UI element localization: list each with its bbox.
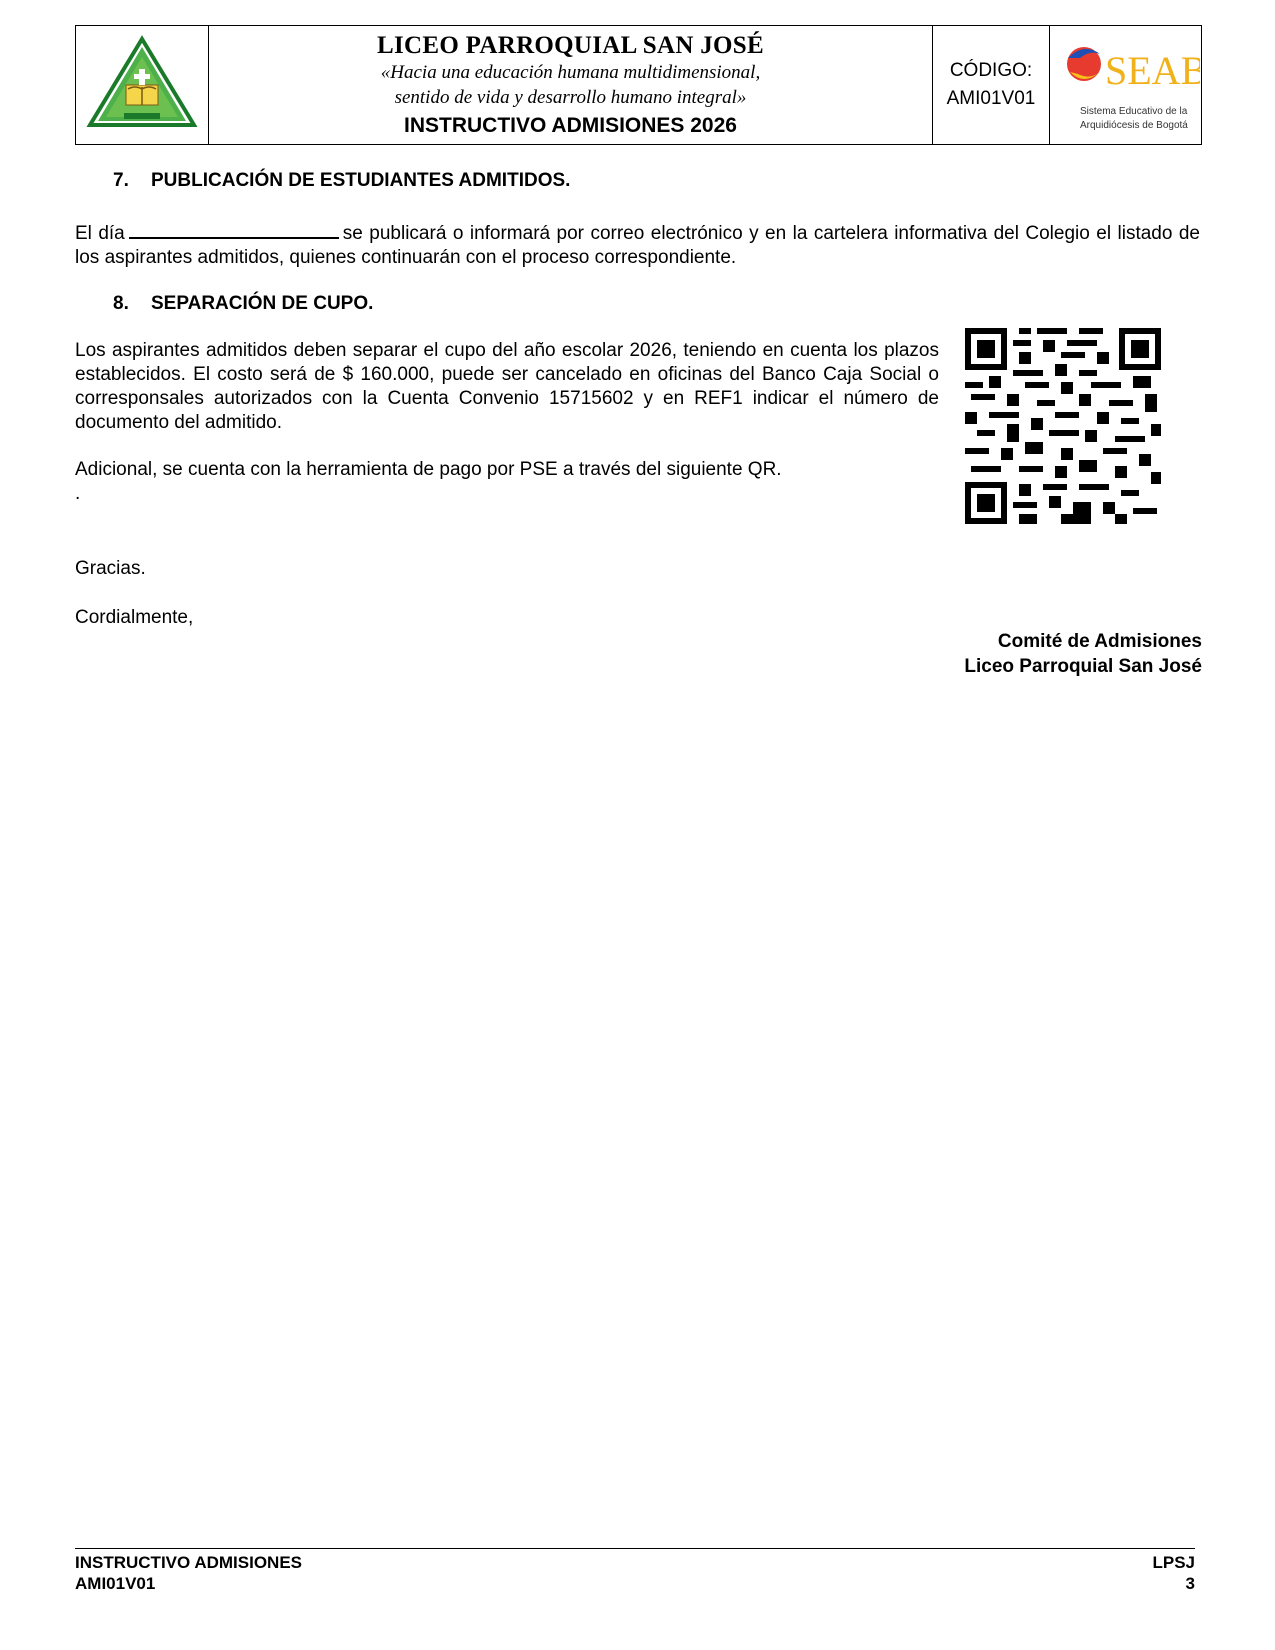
signature-line-2: Liceo Parroquial San José — [964, 656, 1202, 677]
seab-logo-icon — [1050, 28, 1200, 138]
footer-doc-code: AMI01V01 — [75, 1574, 156, 1593]
dot-line: . — [75, 483, 81, 504]
footer-page-number: 3 — [1185, 1574, 1195, 1593]
section-7-paragraph — [75, 219, 1200, 270]
section-7-text-start: El día — [75, 223, 125, 244]
code-cell — [933, 26, 1050, 145]
section-7-number: 7. — [113, 170, 129, 191]
code-label: CÓDIGO: — [949, 60, 1033, 81]
qr-code-icon — [965, 328, 1161, 524]
section-7-heading — [113, 170, 570, 192]
footer-doc-name: INSTRUCTIVO ADMISIONES — [75, 1553, 302, 1572]
section-7-text-end: se publicará o informará por correo electrónico y en la cartelera informativa del Colegio el listado de los aspirantes admitidos, quienes continuarán con el proceso correspondiente. — [75, 223, 1200, 268]
footer-institution: LPSJ — [1152, 1553, 1195, 1572]
header-title-cell — [209, 26, 933, 145]
date-blank-line — [129, 219, 339, 239]
code-value: AMI01V01 — [946, 88, 1036, 109]
school-name: LICEO PARROQUIAL SAN JOSÉ — [377, 31, 764, 59]
signature-line-1: Comité de Admisiones — [997, 631, 1202, 652]
triangle-book-crest-icon — [86, 35, 198, 131]
section-8-paragraph: Los aspirantes admitidos deben separar el cupo del año escolar 2026, teniendo en cuenta los plazos establecidos. El costo será de $ 160.000, puede ser cancelado en oficinas del Banco Caja Social o corresponsales autorizados con la Cuenta Convenio 15715602 y en REF1 indicar el número de documento del admitido. — [75, 340, 939, 433]
section-8-number: 8. — [113, 293, 129, 314]
section-8-title: SEPARACIÓN DE CUPO. — [151, 293, 374, 314]
document-title: INSTRUCTIVO ADMISIONES 2026 — [404, 113, 737, 137]
regards-line: Cordialmente, — [75, 607, 194, 628]
seab-caption-line-2: Arquidiócesis de Bogotá — [1080, 119, 1188, 131]
pse-line: Adicional, se cuenta con la herramienta de pago por PSE a través del siguiente QR. — [75, 459, 782, 480]
motto-line-2: sentido de vida y desarrollo humano integral» — [394, 86, 747, 108]
signature-block — [964, 629, 1202, 679]
section-7-title: PUBLICACIÓN DE ESTUDIANTES ADMITIDOS. — [151, 170, 571, 191]
thanks-line: Gracias. — [75, 558, 146, 579]
footer-left — [75, 1552, 302, 1594]
seab-caption-line-1: Sistema Educativo de la — [1080, 105, 1188, 117]
school-logo-cell — [76, 26, 209, 145]
section-8-heading — [113, 293, 373, 315]
document-header — [75, 25, 1202, 145]
seab-logo-cell — [1050, 26, 1202, 145]
footer-rule — [75, 1548, 1195, 1549]
motto-line-1: «Hacia una educación humana multidimensional, — [380, 61, 761, 83]
seab-logo-text: SEAB — [1105, 47, 1200, 93]
footer-right — [1152, 1552, 1195, 1594]
